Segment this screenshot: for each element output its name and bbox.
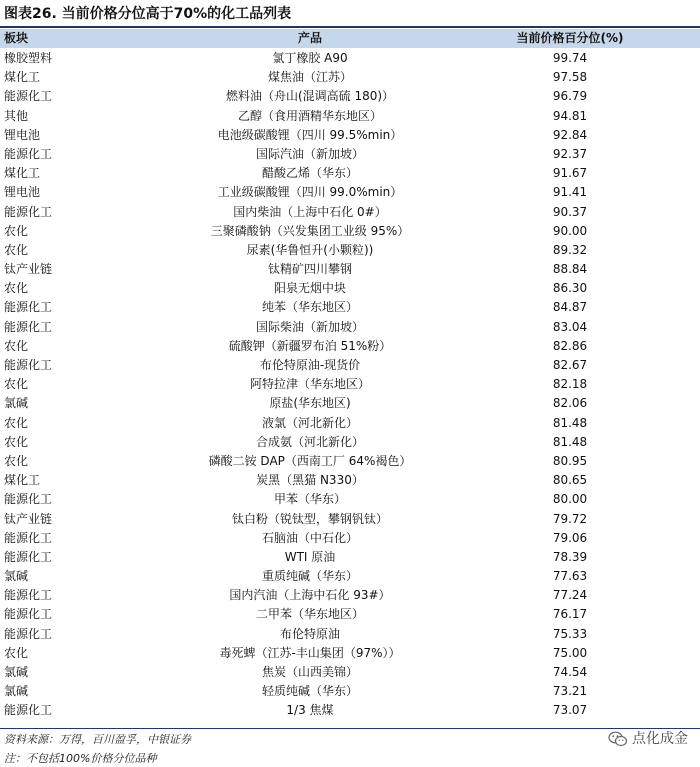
cell-sector: 能源化工 <box>4 607 53 622</box>
table-row <box>0 145 700 164</box>
table-row <box>0 433 700 452</box>
cell-product: 国内柴油（上海中石化 0#） <box>233 204 387 219</box>
cell-sector: 钛产业链 <box>4 262 53 277</box>
cell-product: 醋酸乙烯（华东） <box>261 166 358 181</box>
header-sector: 板块 <box>4 31 29 45</box>
table-row <box>0 107 700 126</box>
table-row <box>0 644 700 663</box>
table-row <box>0 605 700 624</box>
table-row <box>0 279 700 298</box>
page-title: 图表26. 当前价格分位高于70%的化工品列表 <box>4 6 292 22</box>
table-row <box>0 510 700 529</box>
cell-product: 国际汽油（新加坡） <box>255 146 364 161</box>
cell-product: 钛白粉（锐钛型，攀钢钒钛） <box>231 511 388 526</box>
table-row <box>0 356 700 375</box>
cell-product: 燃料油（舟山(混调高硫 180)） <box>225 89 395 104</box>
cell-product: 磷酸二铵 DAP（西南工厂 64%褐色） <box>208 453 412 468</box>
table-row <box>0 68 700 87</box>
exclusion-note: 注：不包括100%价格分位品种 <box>4 752 157 765</box>
cell-percentile: 90.37 <box>552 204 588 219</box>
cell-percentile: 92.84 <box>552 127 588 142</box>
cell-percentile: 78.39 <box>552 549 588 564</box>
table-row <box>0 452 700 471</box>
cell-percentile: 75.00 <box>552 645 588 660</box>
cell-percentile: 82.18 <box>552 377 588 392</box>
cell-percentile: 86.30 <box>552 281 588 296</box>
table-row <box>0 490 700 509</box>
cell-percentile: 73.21 <box>552 684 588 699</box>
table-row <box>0 394 700 413</box>
cell-product: 焦炭（山西美锦） <box>261 665 358 679</box>
cell-sector: 能源化工 <box>4 703 53 718</box>
cell-percentile: 73.07 <box>552 703 588 718</box>
cell-percentile: 76.17 <box>552 607 588 622</box>
cell-product: 阿特拉津（华东地区） <box>249 377 370 392</box>
table-row <box>0 87 700 106</box>
cell-percentile: 80.65 <box>552 473 588 488</box>
table-body <box>0 49 700 721</box>
cell-sector: 能源化工 <box>4 492 53 507</box>
cell-sector: 农化 <box>4 377 29 392</box>
cell-sector: 能源化工 <box>4 358 53 372</box>
cell-percentile: 79.72 <box>552 511 588 526</box>
cell-percentile: 83.04 <box>552 319 588 334</box>
cell-percentile: 91.41 <box>552 185 588 200</box>
cell-product: 氯丁橡胶 A90 <box>272 51 348 65</box>
header-percentile: 当前价格百分位(%) <box>516 31 624 45</box>
cell-percentile: 81.48 <box>552 415 588 430</box>
cell-percentile: 92.37 <box>552 146 588 161</box>
cell-product: 煤焦油（江苏） <box>267 70 352 85</box>
cell-percentile: 82.67 <box>552 358 588 372</box>
cell-percentile: 91.67 <box>552 166 588 181</box>
cell-product: 甲苯（华东） <box>273 492 346 507</box>
cell-sector: 其他 <box>4 108 29 123</box>
cell-product: 国际柴油（新加坡） <box>255 319 364 334</box>
cell-sector: 橡胶塑料 <box>4 51 53 65</box>
cell-percentile: 89.32 <box>552 242 588 257</box>
source-note: 资料来源：万得，百川盈孚，中银证券 <box>4 733 191 746</box>
table-row <box>0 203 700 222</box>
table-row <box>0 548 700 567</box>
cell-product: 工业级碳酸锂（四川 99.0%min） <box>217 185 403 200</box>
cell-percentile: 88.84 <box>552 262 588 277</box>
table-row <box>0 183 700 202</box>
cell-product: 合成氨（河北新化） <box>255 434 364 449</box>
cell-sector: 能源化工 <box>4 146 53 161</box>
cell-sector: 能源化工 <box>4 319 53 334</box>
cell-sector: 农化 <box>4 415 29 430</box>
cell-sector: 能源化工 <box>4 626 53 641</box>
cell-sector: 煤化工 <box>4 70 41 85</box>
bottom-rule <box>0 728 700 729</box>
table-row <box>0 241 700 260</box>
cell-product: 轻质纯碱（华东） <box>261 684 358 699</box>
cell-product: WTI 原油 <box>284 549 336 564</box>
cell-percentile: 77.63 <box>552 569 588 584</box>
cell-product: 纯苯（华东地区） <box>261 300 358 315</box>
wechat-icon <box>608 731 628 747</box>
cell-sector: 能源化工 <box>4 89 53 104</box>
cell-percentile: 82.06 <box>552 396 588 411</box>
cell-sector: 氯碱 <box>4 569 29 584</box>
cell-percentile: 80.95 <box>552 453 588 468</box>
cell-sector: 农化 <box>4 434 29 449</box>
table-row <box>0 471 700 490</box>
cell-product: 液氯（河北新化） <box>261 415 358 430</box>
cell-sector: 氯碱 <box>4 665 29 679</box>
cell-sector: 农化 <box>4 645 29 660</box>
cell-percentile: 84.87 <box>552 300 588 315</box>
table-row <box>0 164 700 183</box>
cell-sector: 钛产业链 <box>4 511 53 526</box>
cell-percentile: 99.74 <box>552 51 588 65</box>
cell-sector: 农化 <box>4 223 29 238</box>
cell-sector: 能源化工 <box>4 204 53 219</box>
top-rule <box>0 26 700 28</box>
cell-percentile: 94.81 <box>552 108 588 123</box>
cell-product: 布伦特原油 <box>279 626 340 641</box>
cell-percentile: 81.48 <box>552 434 588 449</box>
table-row <box>0 663 700 682</box>
table-row <box>0 126 700 145</box>
cell-sector: 农化 <box>4 453 29 468</box>
watermark-label: 点化成金 <box>632 731 688 747</box>
cell-percentile: 77.24 <box>552 588 588 603</box>
cell-sector: 农化 <box>4 281 29 296</box>
cell-product: 尿素(华鲁恒升(小颗粒)) <box>246 242 374 257</box>
watermark <box>608 728 688 750</box>
cell-product: 硫酸钾（新疆罗布泊 51%粉） <box>228 338 392 353</box>
cell-percentile: 90.00 <box>552 223 588 238</box>
cell-sector: 能源化工 <box>4 549 53 564</box>
header-product: 产品 <box>297 31 322 45</box>
cell-sector: 氯碱 <box>4 684 29 699</box>
table-row <box>0 222 700 241</box>
cell-product: 重质纯碱（华东） <box>261 569 358 584</box>
cell-product: 炭黑（黑猫 N330） <box>256 473 364 488</box>
table-row <box>0 625 700 644</box>
cell-product: 三聚磷酸钠（兴发集团工业级 95%） <box>210 223 410 238</box>
cell-percentile: 74.54 <box>552 665 588 679</box>
cell-sector: 煤化工 <box>4 473 41 488</box>
cell-product: 电池级碳酸锂（四川 99.5%min） <box>217 127 403 142</box>
table-header <box>0 29 700 48</box>
cell-sector: 氯碱 <box>4 396 29 411</box>
cell-product: 乙醇（食用酒精华东地区） <box>237 108 382 123</box>
cell-product: 原盐(华东地区) <box>269 396 351 411</box>
cell-percentile: 97.58 <box>552 70 588 85</box>
cell-product: 1/3 焦煤 <box>286 703 334 718</box>
table-row <box>0 414 700 433</box>
table-row <box>0 337 700 356</box>
table-row <box>0 567 700 586</box>
cell-product: 钛精矿四川攀钢 <box>267 262 352 277</box>
table-row <box>0 701 700 720</box>
cell-product: 国内汽油（上海中石化 93#） <box>229 588 391 603</box>
cell-sector: 能源化工 <box>4 588 53 603</box>
cell-product: 毒死蜱（江苏-丰山集团（97%）） <box>219 645 401 660</box>
cell-percentile: 96.79 <box>552 89 588 104</box>
cell-sector: 锂电池 <box>4 127 41 142</box>
cell-product: 石脑油（中石化） <box>261 530 358 545</box>
cell-percentile: 79.06 <box>552 530 588 545</box>
cell-sector: 农化 <box>4 338 29 353</box>
table-row <box>0 298 700 317</box>
table-row <box>0 260 700 279</box>
table-row <box>0 375 700 394</box>
table-row <box>0 318 700 337</box>
cell-sector: 能源化工 <box>4 300 53 315</box>
cell-sector: 能源化工 <box>4 530 53 545</box>
table-row <box>0 49 700 68</box>
table-row <box>0 586 700 605</box>
cell-sector: 煤化工 <box>4 166 41 181</box>
cell-product: 阳泉无烟中块 <box>273 281 346 296</box>
cell-sector: 农化 <box>4 242 29 257</box>
table-row <box>0 529 700 548</box>
cell-product: 二甲苯（华东地区） <box>255 607 364 622</box>
table-row <box>0 682 700 701</box>
cell-product: 布伦特原油-现货价 <box>259 358 361 372</box>
cell-percentile: 82.86 <box>552 338 588 353</box>
cell-percentile: 80.00 <box>552 492 588 507</box>
cell-percentile: 75.33 <box>552 626 588 641</box>
cell-sector: 锂电池 <box>4 185 41 200</box>
